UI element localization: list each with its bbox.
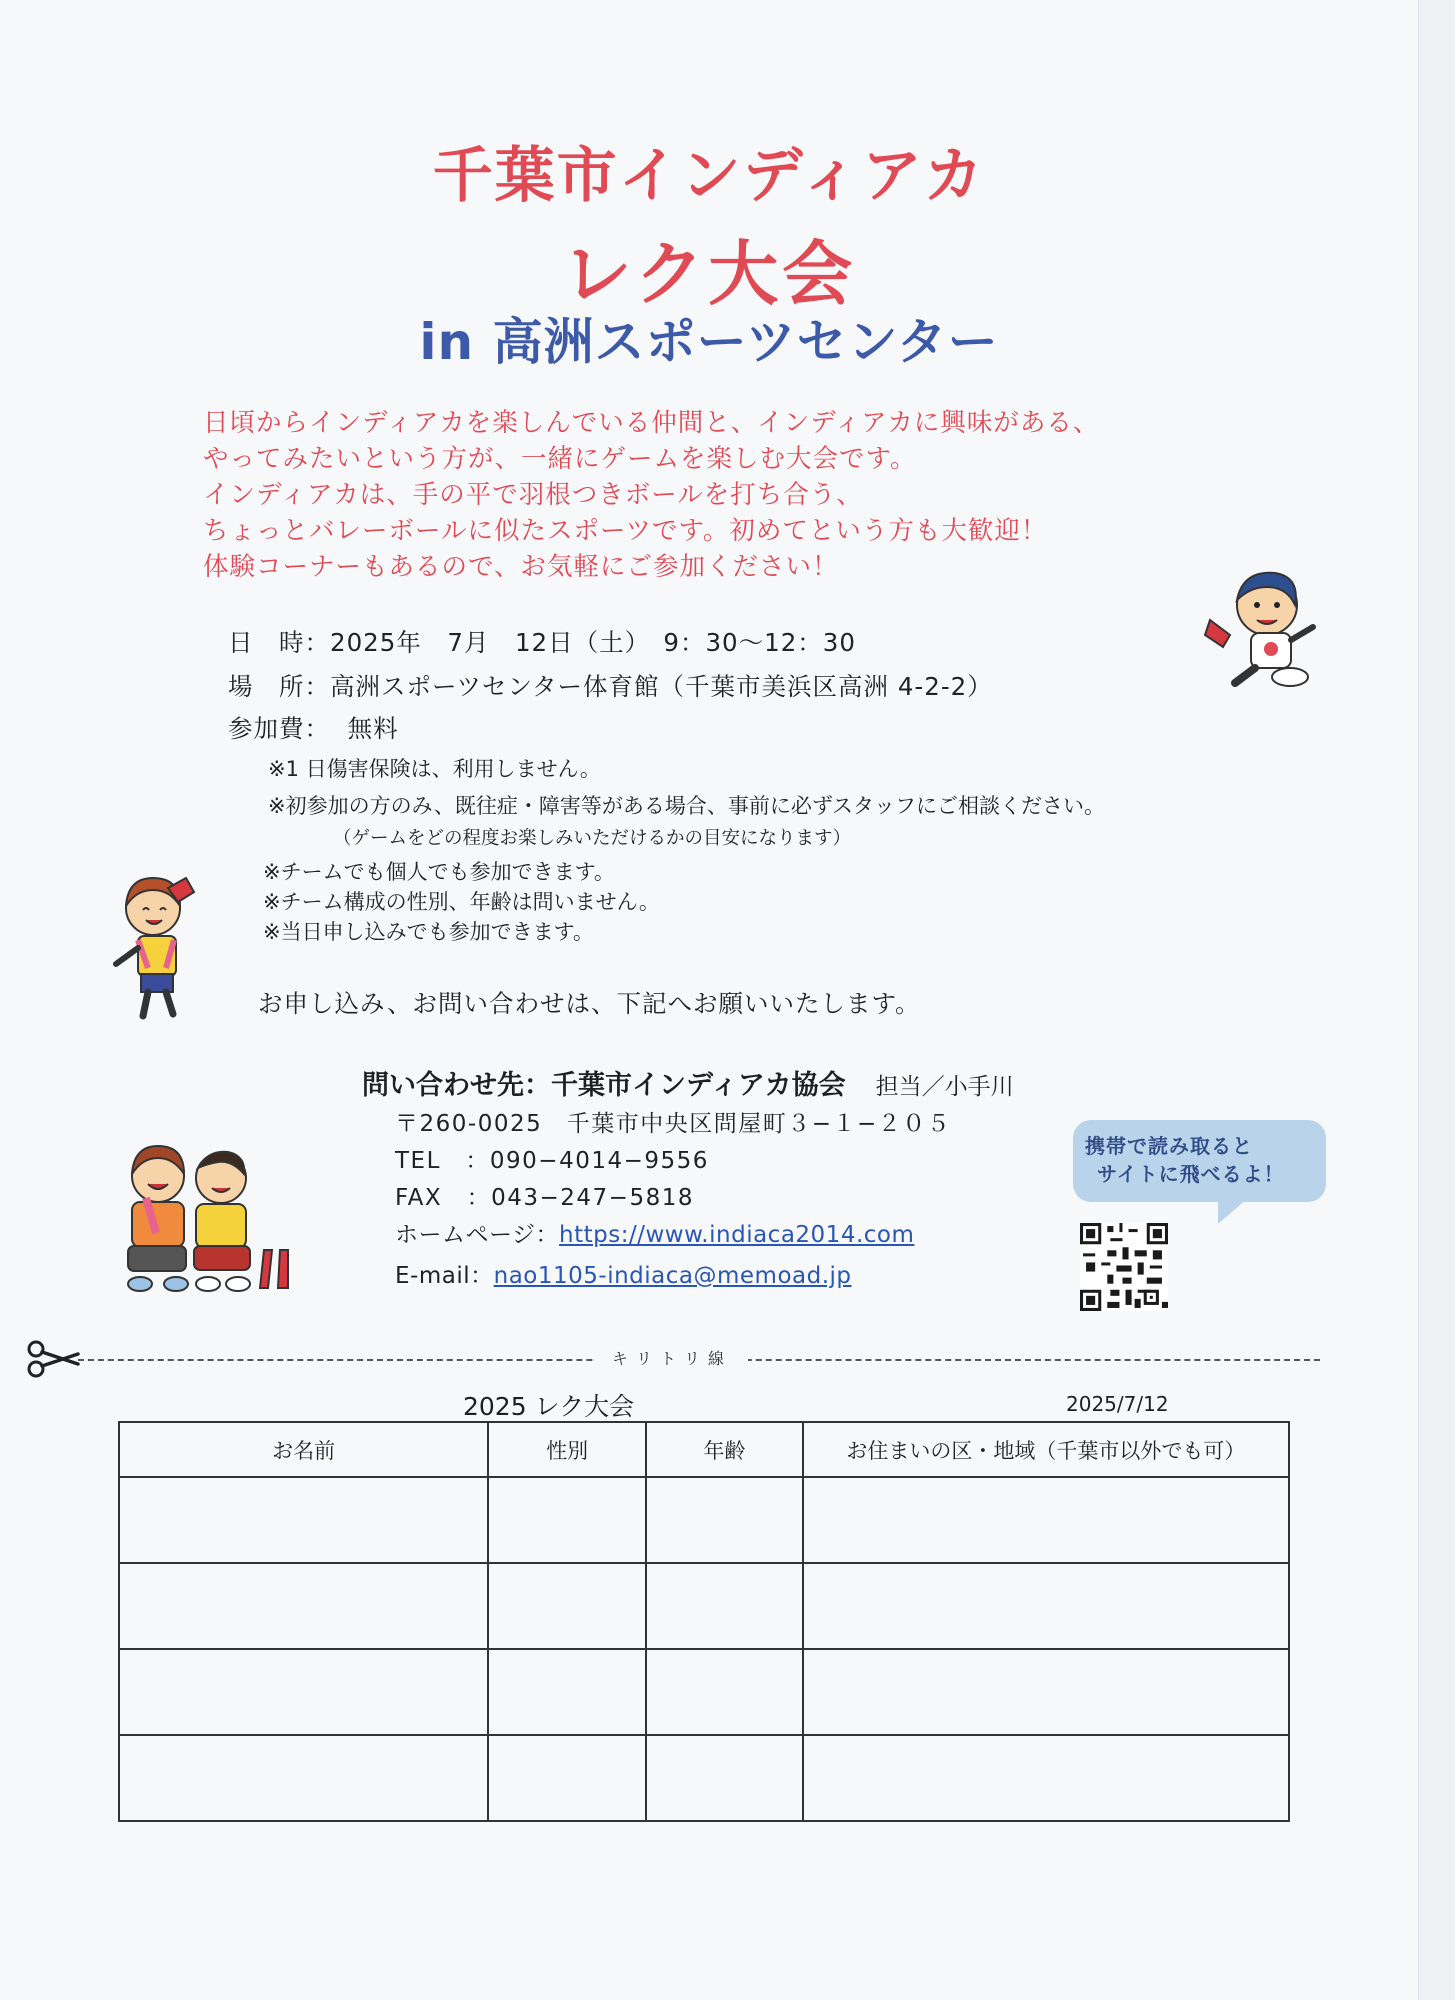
form-row	[119, 1563, 1289, 1649]
apply-text: お申し込み、お問い合わせは、下記へお願いいたします。	[258, 989, 921, 1018]
intro-line: ちょっとバレーボールに似たスポーツです。初めてという方も大歓迎！	[203, 516, 1048, 546]
title-line-1: 千葉市インディアカ	[432, 141, 986, 211]
page-edge	[1418, 0, 1455, 2000]
scissors-icon	[26, 1340, 80, 1378]
fee-value: 無料	[347, 714, 399, 743]
tel-number: TEL ：090−4014−9556	[395, 1148, 709, 1174]
intro-line: インディアカは、手の平で羽根つきボールを打ち合う、	[203, 480, 863, 510]
note-4: ※チームでも個人でも参加できます。	[263, 860, 615, 884]
header-area: お住まいの区・地域（千葉市以外でも可）	[803, 1422, 1289, 1477]
age-cell[interactable]	[646, 1735, 803, 1821]
players-illustration	[118, 1138, 303, 1298]
intro-text	[203, 405, 1323, 585]
form-row	[119, 1649, 1289, 1735]
name-cell[interactable]	[119, 1735, 488, 1821]
gender-cell[interactable]	[488, 1649, 646, 1735]
form-title: 2025 レク大会	[463, 1392, 635, 1421]
area-cell[interactable]	[803, 1563, 1289, 1649]
note-6: ※当日申し込みでも参加できます。	[263, 920, 594, 944]
note-3: （ゲームをどの程度お楽しみいただけるかの目安になります）	[333, 828, 852, 849]
homepage-link[interactable]: https://www.indiaca2014.com	[559, 1222, 915, 1248]
header-gender: 性別	[488, 1422, 646, 1477]
area-cell[interactable]	[803, 1649, 1289, 1735]
header-age: 年齢	[646, 1422, 803, 1477]
form-date: 2025/7/12	[1066, 1392, 1169, 1416]
homepage-label: ホームページ：	[395, 1222, 560, 1248]
intro-line: 体験コーナーもあるので、お気軽にご参加ください！	[203, 552, 839, 582]
header-name: お名前	[119, 1422, 488, 1477]
fee-label: 参加費：	[228, 714, 330, 743]
email-row	[395, 1257, 852, 1290]
title-line-3: in 高洲スポーツセンター	[419, 313, 999, 371]
homepage-row	[395, 1216, 914, 1249]
registration-form	[118, 1421, 1290, 1822]
email-link[interactable]: nao1105-indiaca@memoad.jp	[493, 1263, 852, 1289]
bubble-text	[1085, 1132, 1320, 1188]
contact-heading	[362, 1063, 1014, 1102]
area-cell[interactable]	[803, 1735, 1289, 1821]
note-1: ※1 日傷害保険は、利用しません。	[268, 757, 601, 781]
name-cell[interactable]	[119, 1477, 488, 1563]
gender-cell[interactable]	[488, 1735, 646, 1821]
contact-org: 問い合わせ先：千葉市インディアカ協会	[362, 1070, 846, 1101]
date-label: 日 時：	[228, 628, 330, 657]
note-2: ※初参加の方のみ、既往症・障害等がある場合、事前に必ずスタッフにご相談ください。	[268, 794, 1106, 818]
age-cell[interactable]	[646, 1563, 803, 1649]
form-header-row	[119, 1422, 1289, 1477]
qr-code[interactable]	[1080, 1223, 1168, 1311]
bubble-line: 携帯で読み取ると	[1085, 1134, 1253, 1158]
bubble-tail	[1218, 1198, 1248, 1224]
form-row	[119, 1735, 1289, 1821]
email-label: E-mail：	[395, 1263, 494, 1289]
age-cell[interactable]	[646, 1649, 803, 1735]
cut-line-label: キリトリ線	[596, 1346, 748, 1369]
date-value: 2025年 7月 12日（土） 9：30〜12：30	[330, 628, 856, 657]
fee-row	[228, 710, 399, 745]
place-label: 場 所：	[228, 672, 330, 701]
gender-cell[interactable]	[488, 1477, 646, 1563]
boy-illustration	[1195, 565, 1320, 690]
form-row	[119, 1477, 1289, 1563]
postal-address: 〒260-0025 千葉市中央区問屋町３−１−２０５	[395, 1111, 952, 1137]
intro-line: 日頃からインディアカを楽しんでいる仲間と、インディアカに興味がある、	[203, 408, 1100, 438]
title-line-2: レク大会	[561, 233, 857, 315]
age-cell[interactable]	[646, 1477, 803, 1563]
girl-illustration	[108, 868, 213, 1023]
intro-line: やってみたいという方が、一緒にゲームを楽しむ大会です。	[203, 444, 917, 474]
area-cell[interactable]	[803, 1477, 1289, 1563]
note-5: ※チーム構成の性別、年齢は問いません。	[263, 890, 660, 914]
date-row	[228, 624, 856, 659]
place-value: 高洲スポーツセンター体育館（千葉市美浜区高洲 4-2-2）	[330, 672, 993, 701]
gender-cell[interactable]	[488, 1563, 646, 1649]
name-cell[interactable]	[119, 1563, 488, 1649]
bubble-line: サイトに飛べるよ！	[1097, 1162, 1285, 1186]
place-row	[228, 668, 993, 703]
contact-person: 担当／小手川	[875, 1074, 1014, 1100]
fax-number: FAX ：043−247−5818	[395, 1185, 694, 1211]
name-cell[interactable]	[119, 1649, 488, 1735]
